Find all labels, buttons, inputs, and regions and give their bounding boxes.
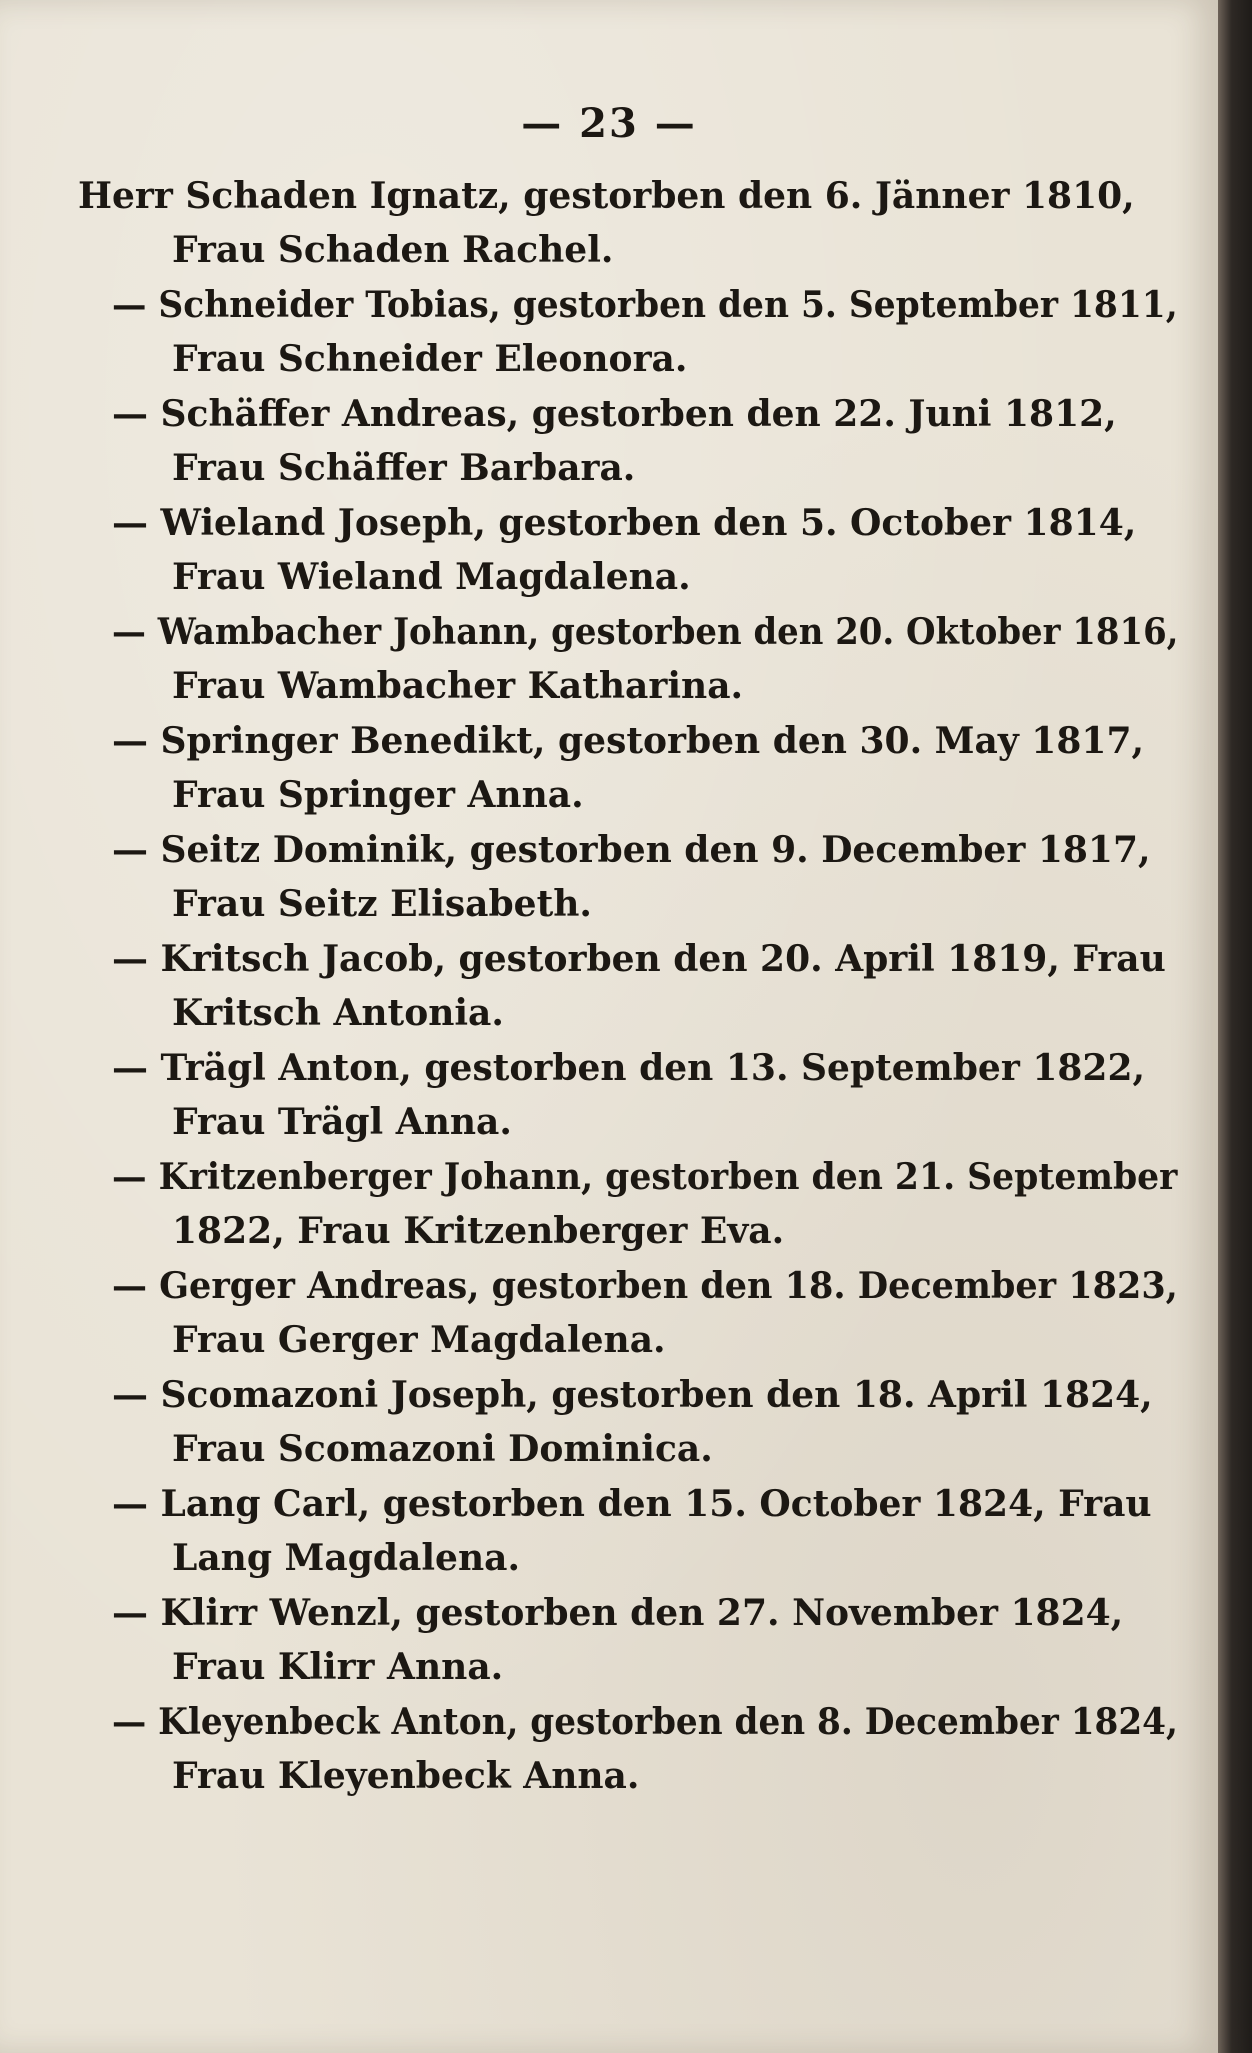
- entry-line-secondary: 1822, Frau Kritzenberger Eva.: [172, 1210, 785, 1252]
- entry-line-secondary: Frau Schaden Rachel.: [172, 229, 614, 271]
- page-edge: [1218, 0, 1252, 2053]
- entry-line-primary: Herr Schaden Ignatz, gestorben den 6. Jänner 1810,: [78, 175, 1135, 217]
- entry-line-secondary: Frau Kleyenbeck Anna.: [172, 1755, 640, 1797]
- entry-line-primary: — Lang Carl, gestorben den 15. October 1824, Frau: [112, 1483, 1152, 1525]
- entry-line-primary: — Schäffer Andreas, gestorben den 22. Juni 1812,: [112, 393, 1117, 435]
- entry-line-secondary: Frau Schneider Eleonora.: [172, 338, 688, 380]
- entry-line-primary: — Gerger Andreas, gestorben den 18. December 1823,: [112, 1265, 1178, 1307]
- entry-line-secondary: Frau Springer Anna.: [172, 774, 584, 816]
- entry-line-primary: — Springer Benedikt, gestorben den 30. May 1817,: [112, 720, 1145, 762]
- entry-line-primary: — Klirr Wenzl, gestorben den 27. November 1824,: [112, 1592, 1124, 1634]
- entry-line-primary: — Wieland Joseph, gestorben den 5. October 1814,: [112, 502, 1137, 544]
- entry-line-primary: — Seitz Dominik, gestorben den 9. December 1817,: [112, 829, 1151, 871]
- entry-line-secondary: Frau Trägl Anna.: [172, 1101, 512, 1143]
- entry-line-secondary: Kritsch Antonia.: [172, 992, 504, 1034]
- entry-line-primary: — Schneider Tobias, gestorben den 5. September 1811,: [112, 284, 1178, 326]
- entry-line-secondary: Frau Wieland Magdalena.: [172, 556, 691, 598]
- entry-line-primary: — Wambacher Johann, gestorben den 20. Oktober 1816,: [112, 611, 1179, 653]
- entry-line-secondary: Frau Wambacher Katharina.: [172, 665, 744, 707]
- entry-line-primary: — Scomazoni Joseph, gestorben den 18. April 1824,: [112, 1374, 1153, 1416]
- entry-line-secondary: Frau Scomazoni Dominica.: [172, 1428, 713, 1470]
- entry-line-primary: — Trägl Anton, gestorben den 13. September 1822,: [112, 1047, 1146, 1089]
- entry-line-secondary: Frau Klirr Anna.: [172, 1646, 504, 1688]
- entry-line-secondary: Frau Seitz Elisabeth.: [172, 883, 592, 925]
- entry-line-secondary: Lang Magdalena.: [172, 1537, 520, 1579]
- entry-line-primary: — Kritzenberger Johann, gestorben den 21. September: [112, 1156, 1178, 1198]
- entry-line-secondary: Frau Gerger Magdalena.: [172, 1319, 666, 1361]
- page-number: — 23 —: [521, 100, 697, 147]
- entry-line-secondary: Frau Schäffer Barbara.: [172, 447, 636, 489]
- entry-line-primary: — Kleyenbeck Anton, gestorben den 8. December 1824,: [112, 1701, 1178, 1743]
- entry-line-primary: — Kritsch Jacob, gestorben den 20. April 1819, Frau: [112, 938, 1166, 980]
